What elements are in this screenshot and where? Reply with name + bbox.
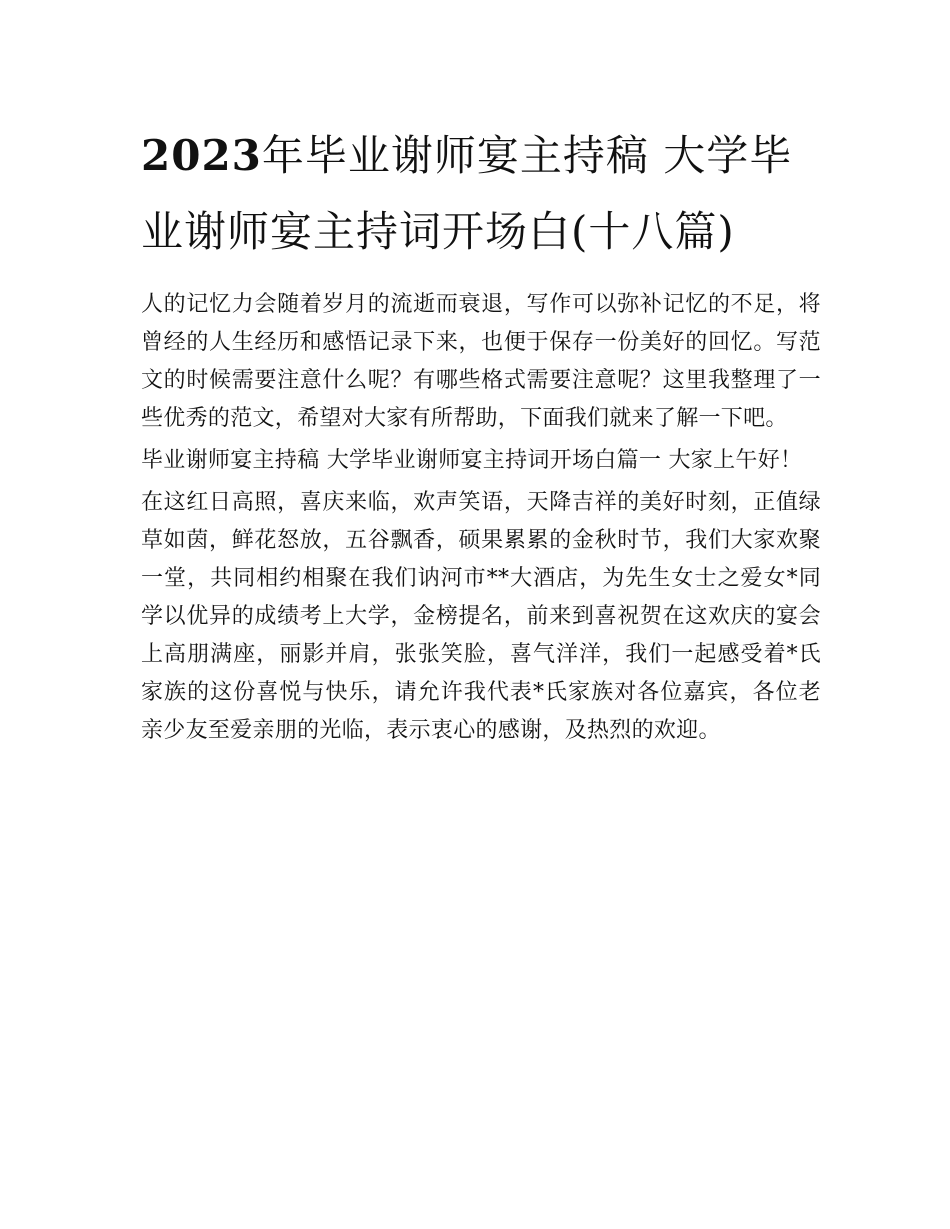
document-page <box>141 118 821 750</box>
title-year: 2023 <box>141 131 262 180</box>
document-title <box>141 118 821 270</box>
section-heading: 毕业谢师宴主持稿 大学毕业谢师宴主持词开场白篇一 大家上午好！ <box>141 448 803 473</box>
body-paragraph: 在这红日高照，喜庆来临，欢声笑语，天降吉祥的美好时刻，正值绿草如茵，鲜花怒放，五谷飘香，硕果累累的金秋时节，我们大家欢聚一堂，共同相约相聚在我们讷河市**大酒店，为先生女士之爱女*同学以优异的成绩考上大学，金榜提名，前来到喜祝贺在这欢庆的宴会上高朋满座，丽影并肩，张张笑脸，喜气洋洋，我们一起感受着*氏家族的这份喜悦与快乐，请允许我代表*氏家族对各位嘉宾，各位老亲少友至爱亲朋的光临，表示衷心的感谢，及热烈的欢迎。 <box>141 490 821 743</box>
title-text: 年毕业谢师宴主持稿 大学毕业谢师宴主持词开场白(十八篇) <box>141 131 793 256</box>
intro-paragraph: 人的记忆力会随着岁月的流逝而衰退，写作可以弥补记忆的不足，将曾经的人生经历和感悟记录下来，也便于保存一份美好的回忆。写范文的时候需要注意什么呢？有哪些格式需要注意呢？这里我整理了一些优秀的范文，希望对大家有所帮助，下面我们就来了解一下吧。 <box>141 292 821 431</box>
